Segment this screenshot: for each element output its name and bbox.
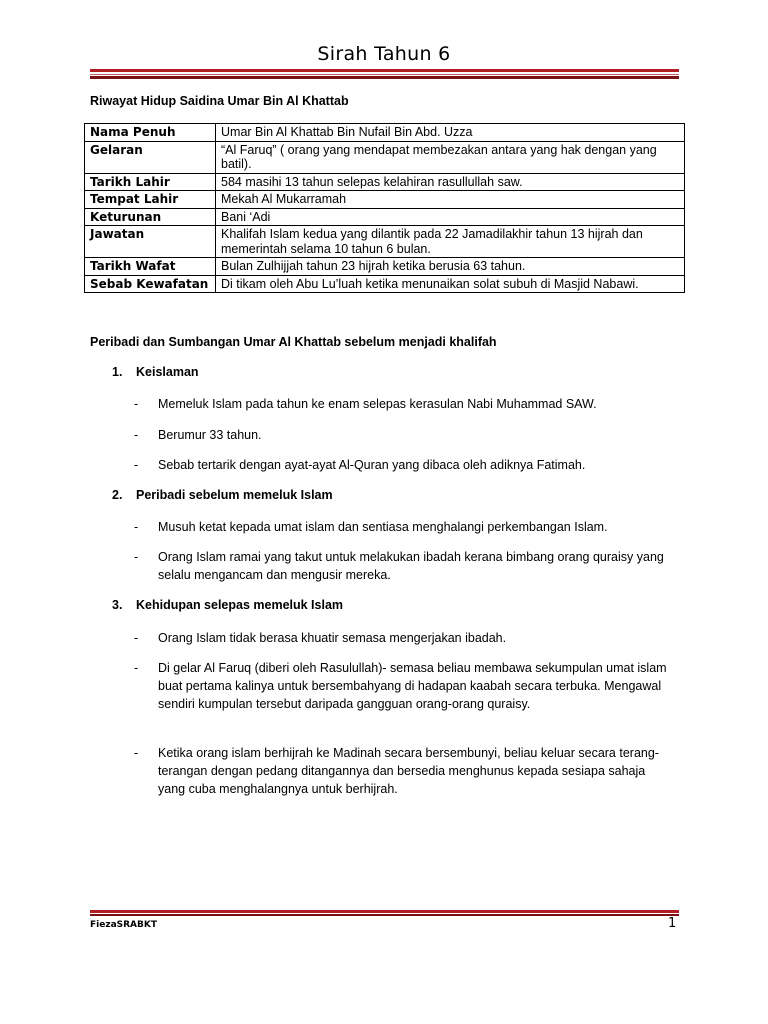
section-title: Kehidupan selepas memeluk Islam <box>136 598 344 612</box>
table-row <box>85 275 685 293</box>
row-label: Nama Penuh <box>85 124 216 142</box>
table-row <box>85 173 685 191</box>
row-label: Gelaran <box>85 141 216 173</box>
list-item-text: Musuh ketat kepada umat islam dan sentiasa menghalangi perkembangan Islam. <box>158 520 608 534</box>
table-row <box>85 208 685 226</box>
list-item-text: Ketika orang islam berhijrah ke Madinah secara bersembunyi, beliau keluar secara terang-terangan dengan pedang ditangannya dan bersedia menghunus kepada sesiapa sahaja yang cuba menghalangnya untuk berhijrah. <box>158 746 659 796</box>
row-value: Khalifah Islam kedua yang dilantik pada 22 Jamadilakhir tahun 13 hijrah dan memerintah selama 10 tahun 6 bulan. <box>216 226 685 258</box>
list-item <box>134 548 674 584</box>
table-row <box>85 258 685 276</box>
section-number: 2. <box>112 488 123 502</box>
list-item-text: Orang Islam ramai yang takut untuk melakukan ibadah kerana bimbang orang quraisy yang selalu mengancam dan mengusir mereka. <box>158 550 664 582</box>
row-value: Bulan Zulhijjah tahun 23 hijrah ketika berusia 63 tahun. <box>216 258 685 276</box>
dash-marker: - <box>134 520 139 534</box>
row-label: Jawatan <box>85 226 216 258</box>
row-value: Bani ‘Adi <box>216 208 685 226</box>
list-item-text: Sebab tertarik dengan ayat-ayat Al-Quran yang dibaca oleh adiknya Fatimah. <box>158 458 586 472</box>
dash-marker: - <box>134 397 139 411</box>
row-label: Keturunan <box>85 208 216 226</box>
contributions-heading: Peribadi dan Sumbangan Umar Al Khattab sebelum menjadi khalifah <box>90 335 497 349</box>
row-label: Tarikh Lahir <box>85 173 216 191</box>
section-heading <box>112 598 343 612</box>
section-heading <box>112 488 333 502</box>
footer-author: FiezaSRABKT <box>90 920 157 930</box>
table-row <box>85 191 685 209</box>
dash-marker: - <box>134 661 139 675</box>
biography-table <box>84 123 685 293</box>
section-title: Keislaman <box>136 365 199 379</box>
row-value: Umar Bin Al Khattab Bin Nufail Bin Abd. Uzza <box>216 124 685 142</box>
dash-marker: - <box>134 746 139 760</box>
section-number: 3. <box>112 598 123 612</box>
section-number: 1. <box>112 365 123 379</box>
section-heading <box>112 365 199 379</box>
table-row <box>85 141 685 173</box>
dash-marker: - <box>134 631 139 645</box>
list-item <box>134 395 674 413</box>
row-label: Tarikh Wafat <box>85 258 216 276</box>
row-value: Mekah Al Mukarramah <box>216 191 685 209</box>
row-value: Di tikam oleh Abu Lu’luah ketika menunaikan solat subuh di Masjid Nabawi. <box>216 275 685 293</box>
list-item-text: Di gelar Al Faruq (diberi oleh Rasulullah)- semasa beliau membawa sekumpulan umat islam buat pertama kalinya untuk bersembahyang di hadapan kaabah secara terbuka. Mengawal sendiri kumpulan tersebut daripada gangguan orang-orang quraisy. <box>158 661 667 711</box>
row-value: “Al Faruq” ( orang yang mendapat membezakan antara yang hak dengan yang batil). <box>216 141 685 173</box>
list-item-text: Orang Islam tidak berasa khuatir semasa mengerjakan ibadah. <box>158 631 507 645</box>
table-row <box>85 226 685 258</box>
dash-marker: - <box>134 428 139 442</box>
page-title: Sirah Tahun 6 <box>317 43 451 65</box>
list-item-text: Berumur 33 tahun. <box>158 428 262 442</box>
section-title: Peribadi sebelum memeluk Islam <box>136 488 333 502</box>
biography-heading: Riwayat Hidup Saidina Umar Bin Al Khattab <box>90 94 349 108</box>
row-label: Tempat Lahir <box>85 191 216 209</box>
row-label: Sebab Kewafatan <box>85 275 216 293</box>
footer-rule <box>90 910 679 916</box>
row-value: 584 masihi 13 tahun selepas kelahiran rasullullah saw. <box>216 173 685 191</box>
list-item <box>134 426 674 444</box>
dash-marker: - <box>134 550 139 564</box>
page-number: 1 <box>668 916 677 931</box>
table-row <box>85 124 685 142</box>
list-item <box>134 518 674 536</box>
list-item <box>134 456 674 474</box>
list-item <box>134 744 674 798</box>
list-item-text: Memeluk Islam pada tahun ke enam selepas kerasulan Nabi Muhammad SAW. <box>158 397 597 411</box>
list-item <box>134 659 674 713</box>
dash-marker: - <box>134 458 139 472</box>
list-item <box>134 629 674 647</box>
header-rule <box>90 69 679 79</box>
